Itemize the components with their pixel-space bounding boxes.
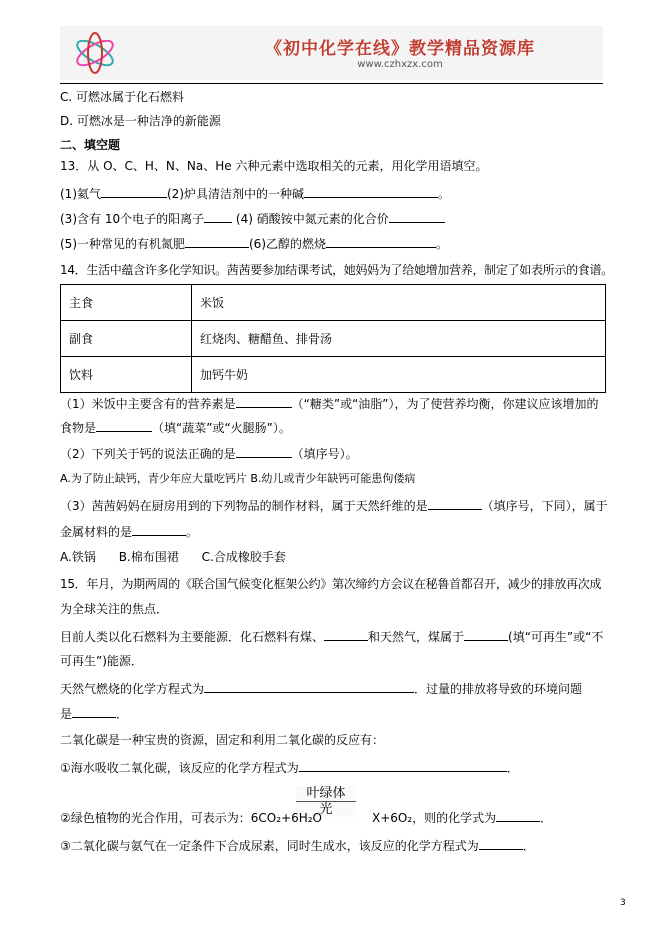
reaction-condition: 叶绿体 光 [296,786,356,817]
q14-1: （1）米饭中主要含有的营养素是 （“糖类”或“油脂”），为了使营养均衡，你建议应该增加的 [60,397,599,411]
q14-3: （3）茜茜妈妈在厨房用到的下列物品的制作材料，属于天然纤维的是 （填序号，下同），属于 [60,499,608,513]
table-row: 副食 红烧肉、糖醋鱼、排骨汤 [61,321,606,357]
q15-line-8: ①海水吸收二氧化碳，该反应的化学方程式为 ． [60,761,519,775]
section-heading: 二、填空题 [60,138,121,152]
q15-line-2: 为全球关注的焦点． [60,602,169,616]
page-number: 3 [620,898,626,908]
logo-icon [70,28,120,78]
q13-line-3: (5)一种常见的有机氮肥 (6)乙醇的燃烧 。 [60,237,449,251]
q14-3b: 金属材料的是 。 [60,525,199,539]
header-url: www.czhxzx.com [357,59,443,70]
table-row: 主食 米饭 [61,285,606,321]
q14-3-options: A.铁锅 B.棉布围裙 C.合成橡胶手套 [60,550,286,564]
q15-line-10: ③二氧化碳与氨气在一定条件下合成尿素，同时生成水，该反应的化学方程式为 ． [60,839,535,853]
q14-2-options: A.为了防止缺钙，青少年应大量吃钙片 B.幼儿或青少年缺钙可能患佝偻病 [60,472,416,485]
header-banner [60,26,603,80]
question-13: 13．从 O、C、H、N、Na、He 六种元素中选取相关的元素，用化学用语填空。 [60,159,488,173]
q15-line-9: ②绿色植物的光合作用，可表示为：6CO₂+6H₂O X+6O₂，则的化学式为 ． [60,811,553,825]
menu-table [60,284,606,393]
question-14: 14．生活中蕴含许多化学知识。茜茜要参加结课考试，她妈妈为了给她增加营养，制定了如表所示的食谱。 [60,263,613,277]
q13-line-1: (1)氦气 (2)炉具清洁剂中的一种碱 。 [60,187,451,201]
header-divider [60,83,603,84]
table-row: 饮料 加钙牛奶 [61,357,606,393]
q15-line-3: 目前人类以化石燃料为主要能源．化石燃料有煤、 和天然气，煤属于 (填“可再生”或“不 [60,630,604,644]
question-15: 15．年月，为期两周的《联合国气候变化框架公约》第次缔约方会议在秘鲁首都召开，减少的排放再次成 [60,577,602,591]
q13-line-2: (3)含有 10个电子的阳离子 (4) 硝酸铵中氮元素的化合价 [60,211,445,226]
q15-line-4: 可再生”)能源． [60,654,143,668]
q15-line-5: 天然气燃烧的化学方程式为 ．过量的排放将导致的环境问题 [60,682,583,696]
header-title: 《初中化学在线》教学精品资源库 [265,39,535,59]
q15-line-7: 二氧化碳是一种宝贵的资源，固定和利用二氧化碳的反应有： [60,733,385,747]
option-d: D. 可燃冰是一种洁净的新能源 [60,114,221,128]
q14-2: （2）下列关于钙的说法正确的是 （填序号）。 [60,447,358,461]
option-c: C. 可燃冰属于化石燃料 [60,90,185,104]
q14-1b: 食物是 （填“蔬菜”或“火腿肠”）。 [60,421,291,435]
q15-line-6: 是 ． [60,707,129,721]
